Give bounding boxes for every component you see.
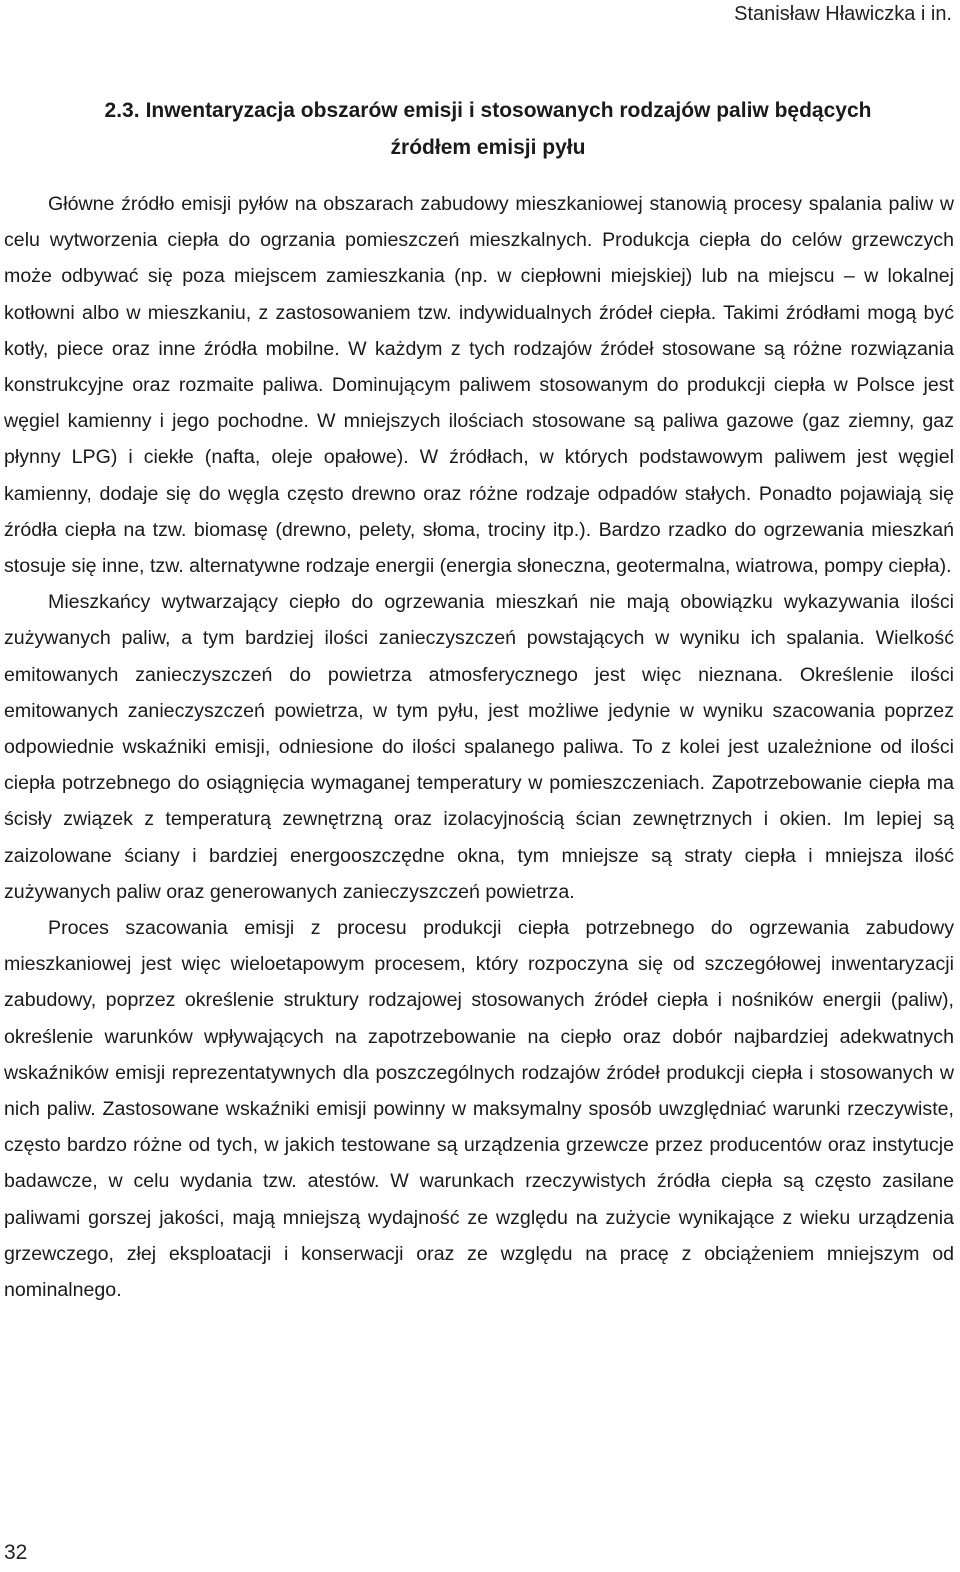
section-title-part-1: Inwentaryzacja obszarów emisji i stosowanych rodzajów paliw będących xyxy=(145,99,872,122)
paragraph-2: Mieszkańcy wytwarzający ciepło do ogrzewania mieszkań nie mają obowiązku wykazywania ilości zużywanych paliw, a tym bardziej ilości zanieczyszczeń powstających w wyniku ich spalania. Wielkość emitowanych zanieczyszczeń do powietrza atmosferycznego jest więc nieznana. Określenie ilości emitowanych zanieczyszczeń powietrza, w tym pyłu, jest możliwe jedynie w wyniku szacowania poprzez odpowiednie wskaźniki emisji, odniesione do ilości spalanego paliwa. To z kolei jest uzależnione od ilości ciepła potrzebnego do osiągnięcia wymaganej temperatury w pomieszczeniach. Zapotrzebowanie ciepła ma ścisły związek z temperaturą zewnętrzną oraz izolacyjnością ścian zewnętrznych i okien. Im lepiej są zaizolowane ściany i bardziej energooszczędne okna, tym mniejsze są straty ciepła i mniejsza ilość zużywanych paliw oraz generowanych zanieczyszczeń powietrza. xyxy=(4,591,954,903)
section-number: 2.3. xyxy=(104,99,140,122)
paragraph-1: Główne źródło emisji pyłów na obszarach zabudowy mieszkaniowej stanowią procesy spalania paliw w celu wytworzenia ciepła do ogrzania pomieszczeń mieszkalnych. Produkcja ciepła do celów grzewczych może odbywać się poza miejscem zamieszkania (np. w ciepłowni miejskiej) lub na miejscu – w lokalnej kotłowni albo w mieszkaniu, z zastosowaniem tzw. indywidualnych źródeł ciepła. Takimi źródłami mogą być kotły, piece oraz inne źródła mobilne. W każdym z tych rodzajów źródeł stosowane są różne rozwiązania konstrukcyjne oraz rozmaite paliwa. Dominującym paliwem stosowanym do produkcji ciepła w Polsce jest węgiel kamienny i jego pochodne. W mniejszych ilościach stosowane są paliwa gazowe (gaz ziemny, gaz płynny LPG) i ciekłe (nafta, oleje opałowe). W źródłach, w których podstawowym paliwem jest węgiel kamienny, dodaje się do węgla często drewno oraz różne rodzaje odpadów stałych. Ponadto pojawiają się źródła ciepła na tzw. biomasę (drewno, pelety, słoma, trociny itp.). Bardzo rzadko do ogrzewania mieszkań stosuje się inne, tzw. alternatywne rodzaje energii (energia słoneczna, geotermalna, wiatrowa, pompy ciepła). xyxy=(4,193,954,578)
running-header: Stanisław Hławiczka i in. xyxy=(734,3,952,25)
section-heading-line-1 xyxy=(105,99,872,122)
body-text xyxy=(4,186,954,1308)
paragraph-3: Proces szacowania emisji z procesu produkcji ciepła potrzebnego do ogrzewania zabudowy mieszkaniowej jest więc wieloetapowym procesem, który rozpoczyna się od szczegółowej inwentaryzacji zabudowy, poprzez określenie struktury rodzajowej stosowanych źródeł ciepła i nośników energii (paliw), określenie warunków wpływających na zapotrzebowanie na ciepło oraz dobór najbardziej adekwatnych wskaźników emisji reprezentatywnych dla poszczególnych rodzajów źródeł produkcji ciepła i stosowanych w nich paliw. Zastosowane wskaźniki emisji powinny w maksymalny sposób uwzględniać warunki rzeczywiste, często bardzo różne od tych, w jakich testowane są urządzenia grzewcze przez producentów oraz instytucje badawcze, w celu wydania tzw. atestów. W warunkach rzeczywistych źródła ciepła są często zasilane paliwami gorszej jakości, mają mniejszą wydajność ze względu na zużycie wynikające z wieku urządzenia grzewczego, złej eksploatacji i konserwacji oraz ze względu na pracę z obciążeniem mniejszym od nominalnego. xyxy=(4,917,954,1302)
page-number: 32 xyxy=(4,1541,28,1564)
section-title-part-2: źródłem emisji pyłu xyxy=(390,136,586,159)
section-heading xyxy=(48,92,928,166)
